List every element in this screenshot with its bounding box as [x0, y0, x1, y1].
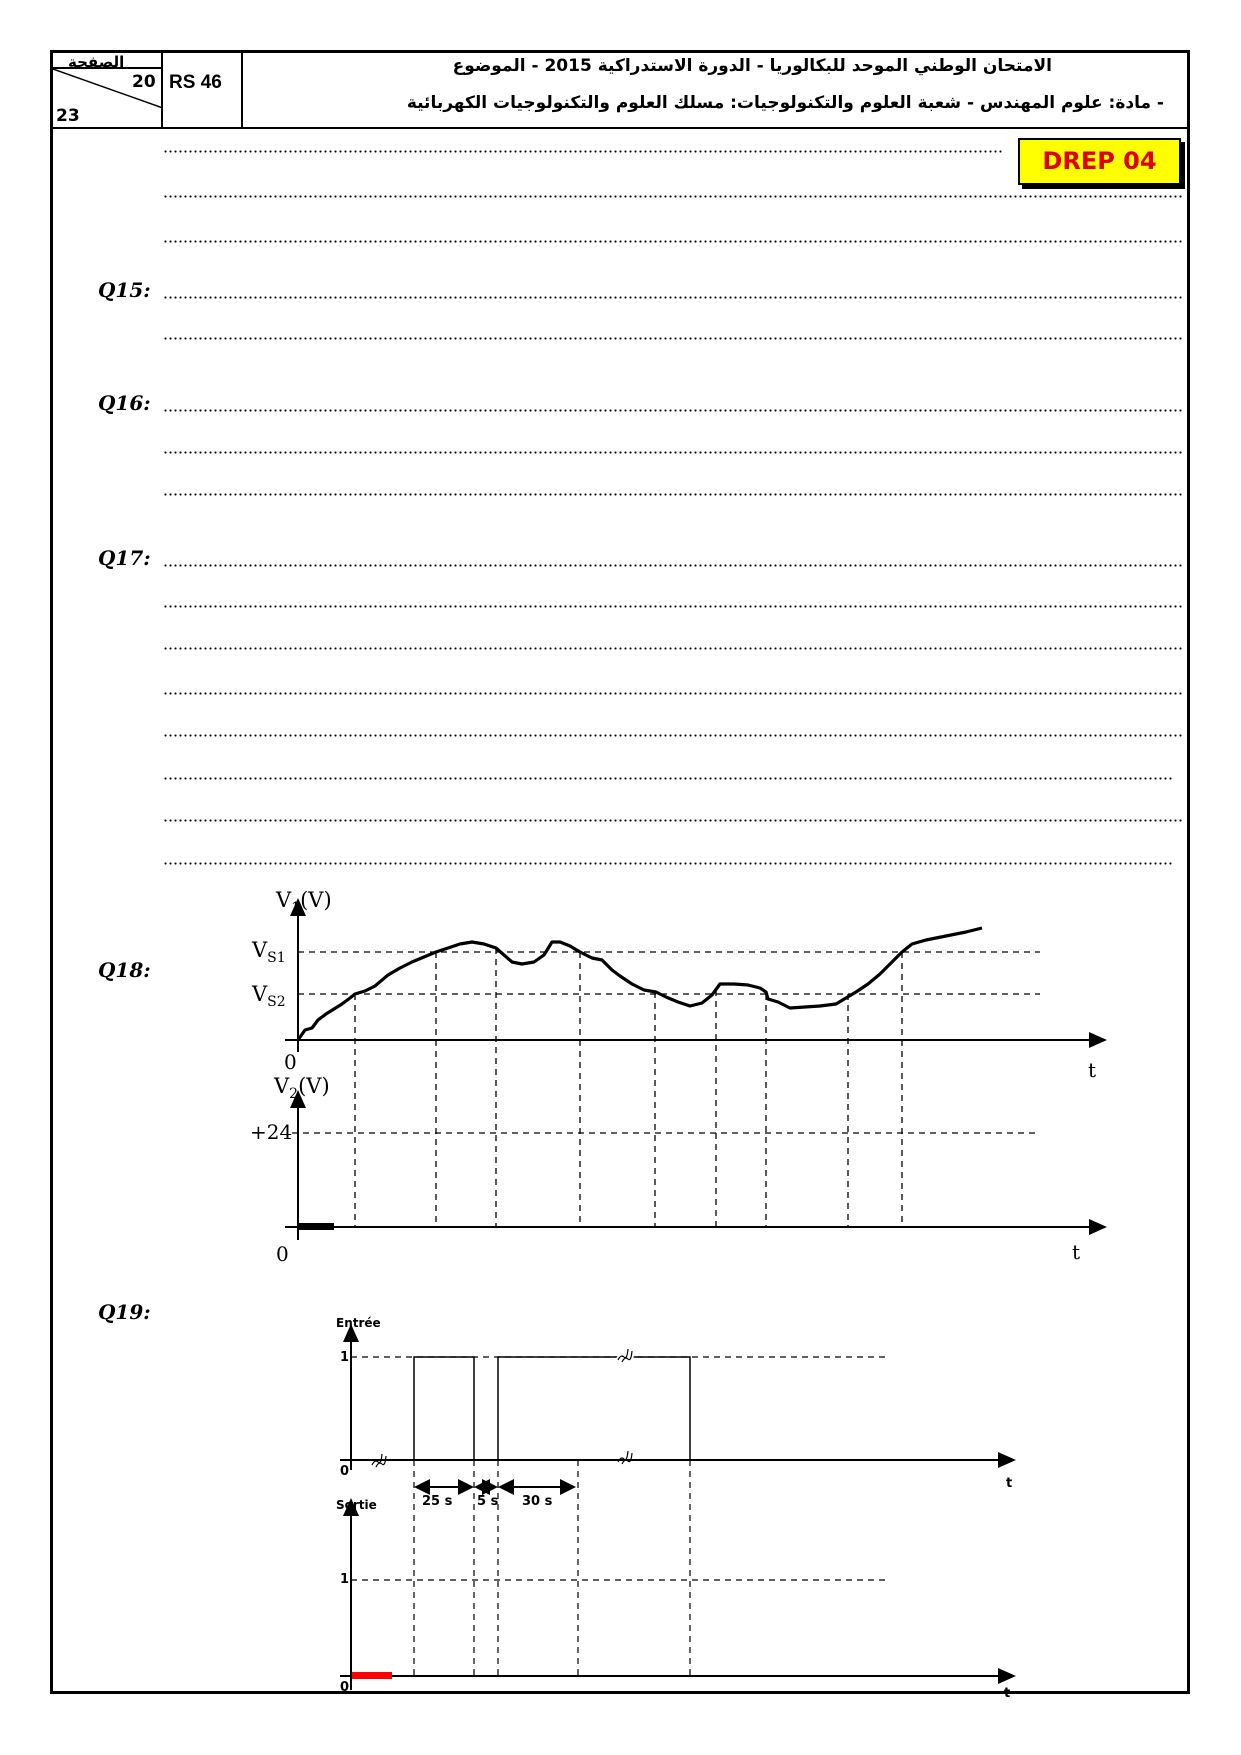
question-label-q17: Q17: — [98, 546, 151, 570]
v1-axis-label: $V_1(V)$ — [276, 888, 332, 917]
output-t-label: t — [1004, 1686, 1011, 1701]
question-label-q15: Q15: — [98, 278, 151, 302]
exam-subject: - مادة: علوم المهندس - شعبة العلوم والتكنولوجيات: مسلك العلوم والتكنولوجيات الكهربائية — [406, 93, 1164, 113]
drep-badge: DREP 04 — [1018, 138, 1181, 185]
vs2-label: $V_{S2}$ — [252, 982, 286, 1011]
duration-label-25: 25 s — [422, 1494, 453, 1509]
t-label-bottom: t — [1072, 1240, 1081, 1264]
origin-top: 0 — [284, 1050, 297, 1074]
output-level-label: 1 — [340, 1572, 350, 1587]
input-t-label: t — [1006, 1476, 1013, 1491]
page-total: 23 — [56, 106, 80, 126]
input-origin: 0 — [340, 1464, 350, 1479]
break-mark — [618, 1451, 632, 1464]
t-label-top: t — [1088, 1058, 1097, 1082]
input-signal — [351, 1357, 690, 1460]
origin-bottom: 0 — [276, 1242, 289, 1266]
page-label: الصفحة — [68, 53, 125, 71]
duration-label-5: 5 s — [477, 1494, 499, 1509]
input-label: Entrée — [336, 1316, 381, 1330]
duration-label-30: 30 s — [522, 1494, 553, 1509]
exam-title: الامتحان الوطني الموحد للبكالوريا - الدورة الاستدراكية 2015 - الموضوع — [452, 56, 1052, 76]
page-number: 20 — [132, 72, 156, 92]
output-label: Sortie — [336, 1498, 377, 1512]
question-label-q16: Q16: — [98, 391, 151, 415]
output-initial-marker — [352, 1672, 392, 1679]
v2-axis-label: $V_2(V)$ — [274, 1074, 330, 1103]
input-level-label: 1 — [340, 1350, 350, 1365]
question-label-q19: Q19: — [98, 1300, 151, 1324]
vs1-label: $V_{S1}$ — [252, 938, 286, 967]
question-label-q18: Q18: — [98, 958, 151, 982]
timing-lines — [414, 1460, 690, 1676]
output-origin: 0 — [340, 1680, 350, 1695]
plus24-label: +24 — [250, 1120, 293, 1144]
exam-code: RS 46 — [169, 72, 222, 93]
